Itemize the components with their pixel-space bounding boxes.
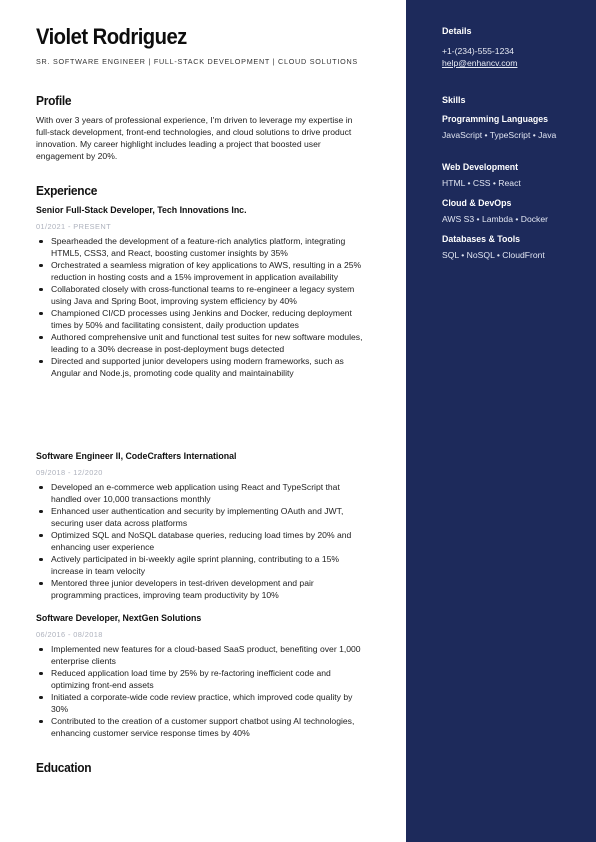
candidate-subtitle: SR. SOFTWARE ENGINEER | FULL-STACK DEVELOPMENT | CLOUD SOLUTIONS	[36, 57, 358, 66]
job-dates: 09/2018 - 12/2020	[36, 468, 103, 477]
skill-group-items: AWS S3 • Lambda • Docker	[442, 214, 548, 224]
job-bullet: Enhanced user authentication and security by implementing OAuth and JWT, securing user data across platforms	[36, 505, 366, 529]
job-entry	[36, 451, 366, 601]
job-bullet: Developed an e-commerce web application using React and TypeScript that handled over 10,000 transactions monthly	[36, 481, 366, 505]
skills-heading: Skills	[442, 95, 466, 105]
job-bullet: Spearheaded the development of a feature-rich analytics platform, integrating HTML5, CSS3, and React, boosting customer insights by 35%	[36, 235, 366, 259]
job-bullet: Directed and supported junior developers using modern frameworks, such as Angular and Node.js, promoting code quality and maintainability	[36, 355, 366, 379]
sidebar	[406, 0, 596, 842]
candidate-name: Violet Rodriguez	[36, 24, 187, 49]
profile-heading: Profile	[36, 93, 72, 108]
job-bullet-list	[36, 643, 366, 739]
job-title: Senior Full-Stack Developer, Tech Innovations Inc.	[36, 205, 247, 215]
job-entry	[36, 205, 366, 379]
skill-group-items: JavaScript • TypeScript • Java	[442, 130, 557, 140]
job-bullet: Collaborated closely with cross-functional teams to re-engineer a legacy system using Java and Spring Boot, improving system efficiency by 40%	[36, 283, 366, 307]
education-heading: Education	[36, 760, 92, 775]
job-bullet: Authored comprehensive unit and functional test suites for new software modules, leading to a 30% decrease in post-deployment bugs detected	[36, 331, 366, 355]
details-heading: Details	[442, 26, 472, 36]
skill-group	[442, 162, 587, 189]
email-link[interactable]: help@enhancv.com	[442, 58, 518, 68]
skill-group-name: Web Development	[442, 162, 519, 172]
job-title: Software Engineer II, CodeCrafters International	[36, 451, 237, 461]
job-bullet-list	[36, 235, 366, 379]
skill-group	[442, 234, 587, 261]
job-bullet: Contributed to the creation of a customer support chatbot using AI technologies, enhancing customer service response times by 40%	[36, 715, 366, 739]
skill-group-name: Databases & Tools	[442, 234, 521, 244]
job-bullet-list	[36, 481, 366, 601]
skill-group-items: HTML • CSS • React	[442, 178, 521, 188]
job-bullet: Mentored three junior developers in test-driven development and pair programming practices, improving team productivity by 10%	[36, 577, 366, 601]
job-bullet: Optimized SQL and NoSQL database queries, reducing load times by 20% and enhancing user experience	[36, 529, 366, 553]
skill-group	[442, 198, 587, 225]
skill-group-name: Cloud & DevOps	[442, 198, 512, 208]
experience-heading: Experience	[36, 183, 98, 198]
job-bullet: Reduced application load time by 25% by re-factoring inefficient code and optimizing front-end assets	[36, 667, 366, 691]
skill-group	[442, 114, 587, 141]
job-bullet: Championed CI/CD processes using Jenkins and Docker, reducing deployment times by 50% and facilitating consistent, daily production updates	[36, 307, 366, 331]
job-dates: 06/2016 - 08/2018	[36, 630, 103, 639]
job-bullet: Orchestrated a seamless migration of key applications to AWS, resulting in a 25% reduction in hosting costs and a 15% improvement in application availability	[36, 259, 366, 283]
job-entry	[36, 613, 366, 739]
job-title: Software Developer, NextGen Solutions	[36, 613, 202, 623]
job-dates: 01/2021 - PRESENT	[36, 222, 111, 231]
job-bullet: Implemented new features for a cloud-based SaaS product, benefiting over 1,000 enterprise clients	[36, 643, 366, 667]
job-bullet: Initiated a corporate-wide code review practice, which improved code quality by 30%	[36, 691, 366, 715]
job-bullet: Actively participated in bi-weekly agile sprint planning, contributing to a 15% increase in team velocity	[36, 553, 366, 577]
skill-group-items: SQL • NoSQL • CloudFront	[442, 250, 545, 260]
phone-number: +1-(234)-555-1234	[442, 46, 514, 56]
skill-group-name: Programming Languages	[442, 114, 549, 124]
profile-summary: With over 3 years of professional experience, I'm driven to leverage my expertise in full-stack development, front-end technologies, and cloud solutions to drive product innovation. My career highlight includes leading a project that boosted user engagement by 20%.	[36, 115, 353, 161]
